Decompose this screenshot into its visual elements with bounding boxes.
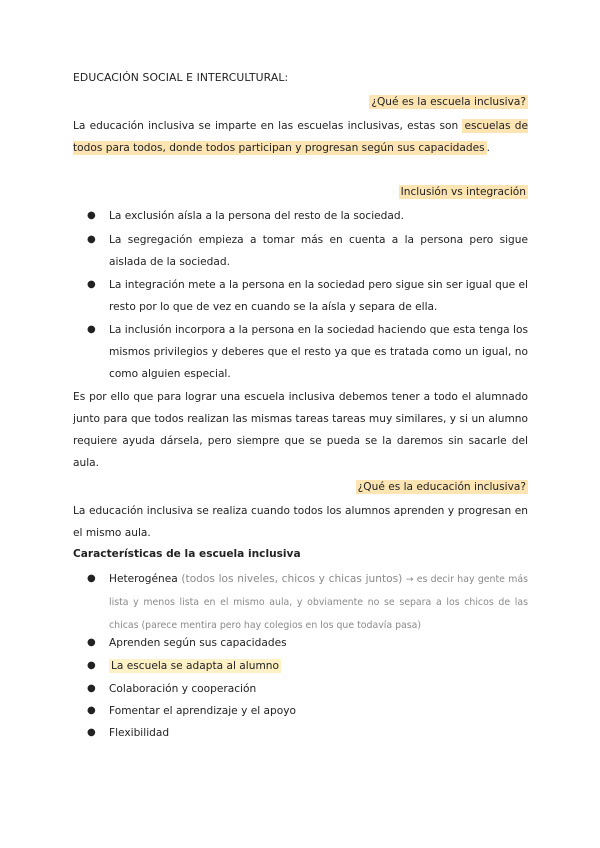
heading-educacion-inclusiva: ¿Qué es la educación inclusiva? xyxy=(357,481,526,493)
heading-caracteristicas: Características de la escuela inclusiva xyxy=(73,548,301,560)
list-item: ● Fomentar el aprendizaje y el apoyo xyxy=(109,700,528,722)
document-title: EDUCACIÓN SOCIAL E INTERCULTURAL: xyxy=(73,71,289,84)
list-item: ● La exclusión aísla a la persona del resto de la sociedad. xyxy=(109,205,528,227)
list-item: ● La segregación empieza a tomar más en cuenta a la persona pero sigue aislada de la sociedad. xyxy=(109,229,528,273)
heading-escuela-inclusiva: ¿Qué es la escuela inclusiva? xyxy=(371,96,526,108)
bullet-icon: ● xyxy=(87,324,96,335)
bullet-icon: ● xyxy=(87,234,96,245)
list-item: ● Colaboración y cooperación xyxy=(109,678,528,700)
bullet-icon: ● xyxy=(87,637,96,648)
paragraph-educacion-inclusiva: La educación inclusiva se realiza cuando todos los alumnos aprenden y progresan en el mismo aula. xyxy=(73,505,528,539)
list-item: ● Aprenden según sus capacidades xyxy=(109,632,528,654)
bullet-icon: ● xyxy=(87,210,96,221)
list-item: ● La inclusión incorpora a la persona en la sociedad haciendo que esta tenga los mismos privilegios y deberes que el resto ya que es tratada como un igual, no como alguien especial. xyxy=(109,319,528,385)
bullet-icon: ● xyxy=(87,279,96,290)
list-item: ● Heterogénea (todos los niveles, chicos y chicas juntos) → es decir hay gente más lista y menos lista en el mismo aula, y obviamente no se separa a los chicos de las chicas (parece mentira pero hay colegios en los que todavía pasa) xyxy=(109,568,528,637)
bullet-icon: ● xyxy=(87,660,96,671)
paragraph-conclusion: Es por ello que para lograr una escuela inclusiva debemos tener a todo el alumnado junto para que todos realizan las mismas tareas tareas muy similares, y si un alumno requiere ayuda dársela, pero siempre que se pueda se la daremos sin sacarle del aula. xyxy=(73,391,528,469)
list-item: ● La integración mete a la persona en la sociedad pero sigue sin ser igual que el resto por lo que de vez en cuando se la aísla y separa de ella. xyxy=(109,274,528,318)
bullet-icon: ● xyxy=(87,705,96,716)
heading-inclusion-vs-integracion: Inclusión vs integración xyxy=(400,186,526,198)
list-item-highlighted: ● La escuela se adapta al alumno xyxy=(109,655,281,677)
list-item: ● Flexibilidad xyxy=(109,722,528,744)
bullet-icon: ● xyxy=(87,573,96,584)
bullet-icon: ● xyxy=(87,683,96,694)
bullet-icon: ● xyxy=(87,727,96,738)
paragraph-definition: La educación inclusiva se imparte en las escuelas inclusivas, estas son escuelas de todos para todos, donde todos participan y progresan según sus capacidades . xyxy=(73,120,528,154)
